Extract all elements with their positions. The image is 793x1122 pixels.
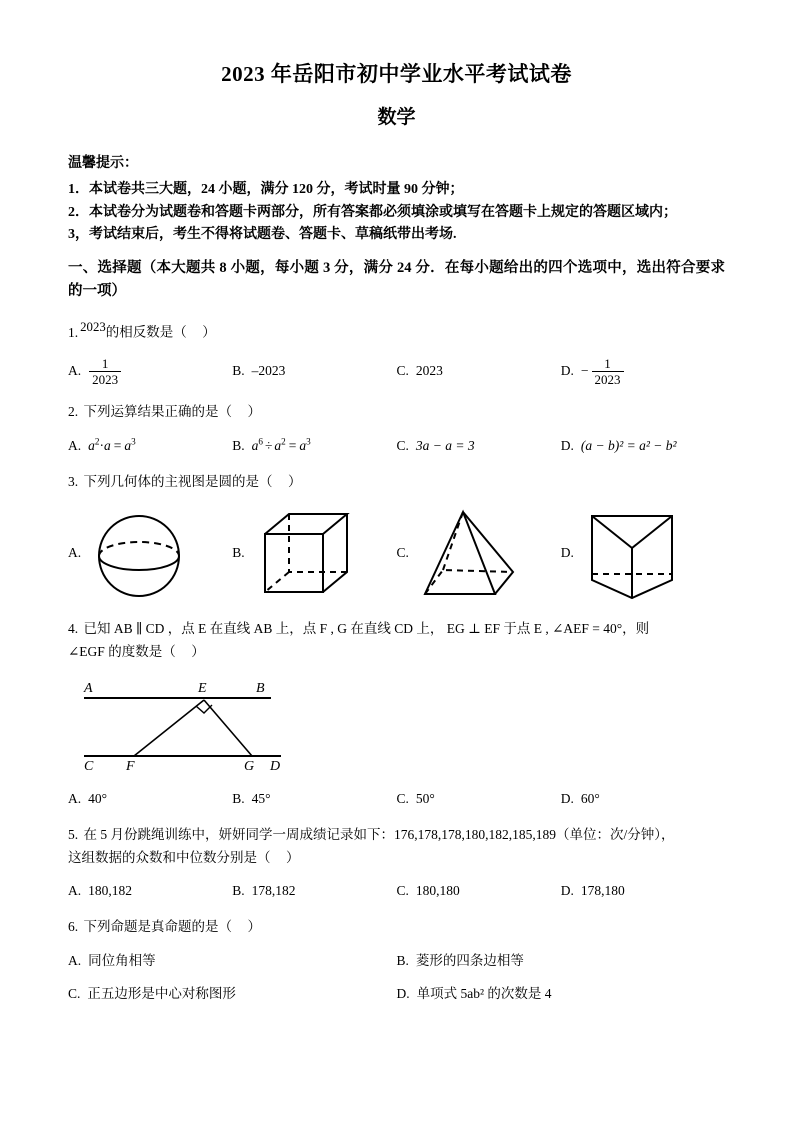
o2b-b3: a [299,438,307,454]
option-5-c-label: C. [396,883,409,899]
question-5-options [68,881,725,902]
question-6 [68,916,725,1005]
cube-icon [251,504,361,604]
question-1-stem-close: ） [202,324,216,340]
question-1-number: 1. [68,324,79,340]
option-4-b-text: 45° [251,790,271,806]
question-1-stem [68,317,725,344]
option-5-d[interactable] [561,881,725,902]
o2b-e1: 6 [258,436,263,447]
question-3-options [68,504,725,604]
option-5-b-label: B. [232,883,245,899]
question-4-stem-line-2: ∠EGF 的度数是（ [68,643,176,659]
figure-label-d: D [270,758,281,772]
option-6-d[interactable] [397,984,726,1005]
option-2-d[interactable] [561,436,725,457]
question-4-stem [68,618,725,641]
option-2-b[interactable] [232,436,396,457]
option-1-c-text: 2023 [415,363,443,379]
option-4-c-text: 50° [415,790,435,806]
question-5-stem-close: ） [286,849,300,865]
option-4-a-label: A. [68,790,82,806]
option-4-b-label: B. [232,790,245,806]
triangular-prism-icon [580,504,690,604]
question-5-stem-line-1a: 在 5 月份跳绳训练中，妍妍同学一周成绩记录如下： [83,826,394,842]
option-5-a-text: 180,182 [88,883,132,899]
option-6-c-label: C. [68,986,81,1002]
option-4-d-label: D. [560,790,574,806]
question-2-options [68,436,725,457]
option-5-a[interactable] [68,881,232,902]
o2b-mid: ÷ [264,438,273,454]
option-1-a[interactable] [68,357,232,387]
question-3 [68,471,725,604]
question-3-stem-text: 下列几何体的主视图是圆的是（ [83,473,273,489]
option-3-d[interactable] [561,504,725,604]
o2a-eq: = [113,438,122,454]
page-title: 2023 年岳阳市初中学业水平考试试卷 [221,62,572,86]
o2b-e2: 2 [281,436,286,447]
option-1-b-text: –2023 [251,363,286,379]
question-1-stem-tail: 的相反数是（ [105,324,187,340]
segment-ef [134,700,204,756]
question-4-number: 4. [68,620,79,636]
option-6-d-text: 单项式 5ab² 的次数是 4 [416,986,552,1002]
option-6-a[interactable] [68,951,397,972]
subject-title: 数学 [377,107,416,129]
figure-label-e: E [198,680,207,696]
question-4-stem-line-2-wrap [68,641,725,664]
option-6-b-label: B. [396,953,409,969]
question-6-options-row-2 [68,984,725,1005]
option-1-a-numerator: 1 [101,355,109,371]
option-1-a-label: A. [68,363,82,379]
option-6-a-label: A. [68,953,82,969]
question-6-stem [68,916,725,939]
option-2-a-label: A. [68,438,82,454]
option-1-c[interactable] [397,361,561,382]
question-2-stem [68,401,725,424]
option-1-d-fraction [592,357,624,387]
option-1-a-denominator: 2023 [89,371,121,387]
o2b-b1: a [251,438,259,454]
question-3-number: 3. [68,473,79,489]
option-3-a[interactable] [68,504,232,604]
figure-label-c: C [84,758,94,772]
notice-line-1: 1．本试卷共三大题，24 小题，满分 120 分，考试时量 90 分钟； [68,181,464,197]
o2b-e3: 3 [306,436,311,447]
notice-line-2: 2．本试卷分为试题卷和答题卡两部分，所有答案都必须填涂或填写在答题卡上规定的答题区域内； [68,204,677,220]
question-2-stem-close: ） [247,404,261,420]
option-1-d-numerator: 1 [604,355,611,371]
question-1-stem-value: 2023 [80,320,106,335]
option-4-b[interactable] [232,789,396,810]
option-2-a[interactable] [68,436,232,457]
question-4-figure [76,672,306,772]
o2a-e3: 3 [131,436,136,447]
option-2-c-label: C. [396,438,409,454]
question-5 [68,824,725,903]
question-5-stem [68,824,725,847]
question-6-options-row-1 [68,951,725,972]
option-3-a-label: A. [68,545,82,561]
option-4-a-text: 40° [88,790,108,806]
option-1-b-label: B. [232,363,245,379]
question-3-stem [68,471,725,494]
question-4-stem-close: ） [191,643,205,659]
o2b-eq: = [288,438,297,454]
notice-heading: 温馨提示： [68,155,138,171]
option-5-a-label: A. [68,883,82,899]
question-5-stem-line-2: 这组数据的众数和中位数分别是（ [68,849,271,865]
option-6-d-label: D. [396,986,410,1002]
option-2-d-expression: (a − b)² = a² − b² [580,438,677,454]
option-2-b-label: B. [232,438,245,454]
option-1-d-label: D. [560,363,574,379]
pyramid-icon [415,504,525,604]
question-3-stem-close: ） [288,473,302,489]
option-2-a-expression [88,436,136,457]
option-6-a-text: 同位角相等 [88,953,156,969]
option-4-d[interactable] [561,789,725,810]
question-5-stem-line-1b: （单位：次/分钟）， [556,826,675,842]
question-4-options [68,789,725,810]
exam-body [68,152,725,1005]
question-5-number: 5. [68,826,79,842]
o2a-b2: a [103,438,111,454]
option-1-a-fraction [89,357,121,387]
option-2-c[interactable] [397,436,561,457]
option-3-b[interactable] [232,504,396,604]
o2b-b2: a [274,438,282,454]
o2a-b3: a [124,438,132,454]
question-5-stem-line-2-wrap [68,847,725,870]
option-5-b-text: 178,182 [251,883,296,899]
option-2-d-label: D. [560,438,574,454]
option-1-d-denominator: 2023 [592,371,624,387]
o2a-b1: a [88,438,95,454]
o2a-mid: · [99,438,104,454]
question-2-number: 2. [68,404,79,420]
option-5-b[interactable] [232,881,396,902]
figure-label-f: F [126,758,135,772]
segment-eg [204,700,252,756]
option-6-c[interactable] [68,984,397,1005]
option-1-b[interactable] [232,361,396,382]
option-1-c-label: C. [396,363,409,379]
option-2-c-expression: 3a − a = 3 [415,438,475,454]
question-2-stem-text: 下列运算结果正确的是（ [83,404,232,420]
question-6-number: 6. [68,919,79,935]
option-3-c-label: C. [396,545,409,561]
option-6-b[interactable] [397,951,726,972]
question-2 [68,401,725,457]
option-4-c[interactable] [397,789,561,810]
option-5-d-text: 178,180 [580,883,625,899]
question-6-stem-close: ） [247,919,261,935]
question-5-data: 176,178,178,180,182,185,189 [394,826,556,842]
option-6-b-text: 菱形的四条边相等 [415,953,524,969]
option-3-d-label: D. [560,545,574,561]
figure-label-g: G [244,758,255,772]
option-2-b-expression [252,436,311,457]
option-5-c-text: 180,180 [415,883,460,899]
option-1-d-sign: − [580,363,589,379]
option-3-c[interactable] [397,504,561,604]
option-4-a[interactable] [68,789,232,810]
question-4-stem-line-1: 已知 AB ∥ CD ，点 E 在直线 AB 上，点 F , G 在直线 CD 上， EG ⊥ EF 于点 E , ∠AEF = 40°，则 [83,620,650,636]
section-heading: 一、选择题（本大题共 8 小题，每小题 3 分，满分 24 分．在每小题给出的四个选项中，选出符合要求的一项） [68,260,725,300]
option-6-c-text: 正五边形是中心对称图形 [87,986,236,1002]
option-3-b-label: B. [232,545,245,561]
option-4-c-label: C. [396,790,409,806]
figure-label-b: B [256,680,265,696]
figure-label-a: A [84,680,93,696]
notice-line-3: 3，考试结束后，考生不得将试题卷、答题卡、草稿纸带出考场. [68,227,457,243]
sphere-icon [87,504,197,604]
o2a-e1: 2 [94,436,100,447]
question-1-options [68,357,725,387]
question-6-stem-text: 下列命题是真命题的是（ [83,919,232,935]
option-4-d-text: 60° [580,790,600,806]
option-5-d-label: D. [560,883,574,899]
option-1-d[interactable] [561,357,725,387]
question-4 [68,618,725,810]
option-5-c[interactable] [397,881,561,902]
question-1 [68,317,725,387]
